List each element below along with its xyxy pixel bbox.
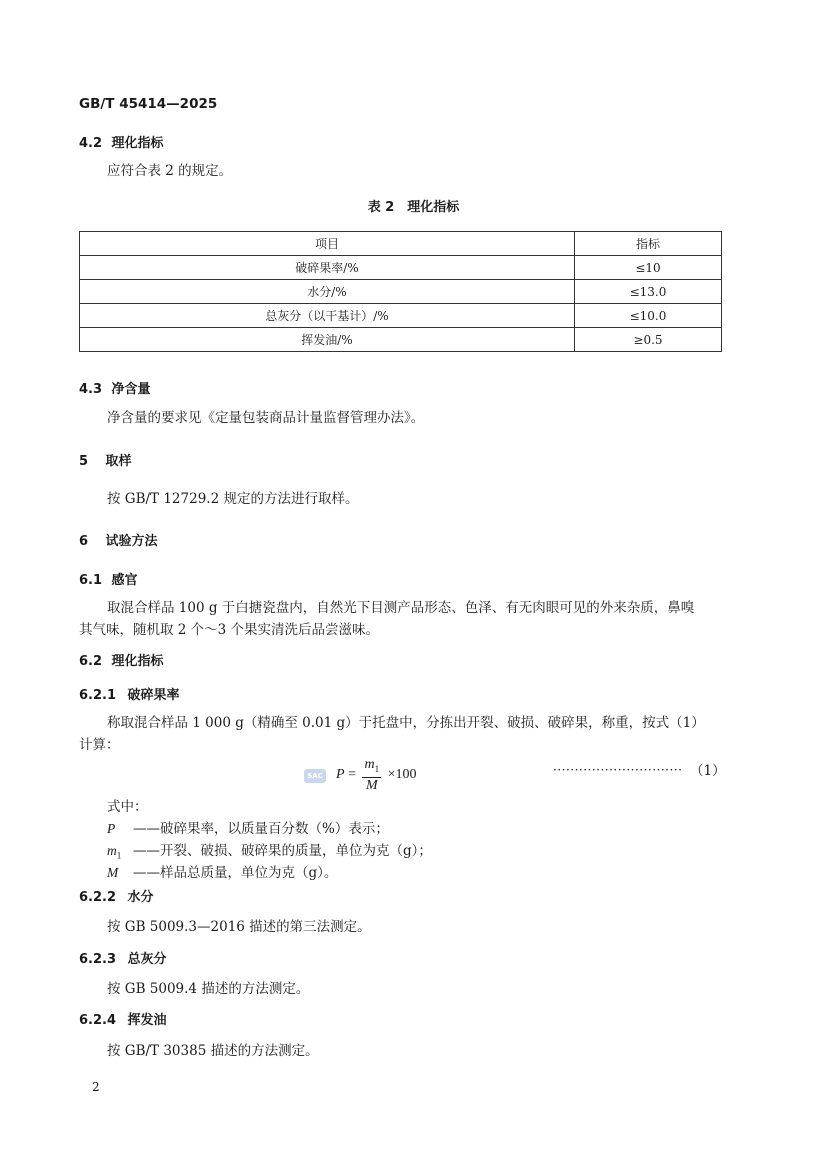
section-number: 6.1 (79, 573, 103, 588)
formula-1 (336, 757, 417, 793)
section-6-2-2-text: 按 GB 5009.3—2016 描述的第三法测定。 (107, 919, 371, 935)
section-5-text: 按 GB/T 12729.2 规定的方法进行取样。 (107, 491, 359, 507)
section-title: 水分 (127, 890, 154, 905)
section-6-1-heading (79, 569, 138, 588)
definition-symbol: P (107, 821, 116, 836)
table-caption: 表 2 理化指标 (367, 200, 460, 215)
section-number: 5 (79, 454, 89, 469)
table-cell: ≤10.0 (575, 304, 722, 328)
section-number: 6.2.4 (79, 1013, 117, 1028)
formula-multiplier: ×100 (387, 767, 417, 783)
section-title: 净含量 (111, 382, 151, 397)
table-cell: ≤13.0 (575, 280, 722, 304)
table-row (80, 280, 722, 304)
section-4-2-heading (79, 132, 164, 151)
definition-text: ——开裂、破损、破碎果的质量，单位为克（g）； (133, 843, 432, 859)
section-6-1-text-line1: 取混合样品 100 g 于白搪瓷盘内，自然光下目测产品形态、色泽、有无肉眼可见的外来杂质，鼻嗅 (107, 600, 695, 616)
formula-where-label: 式中： (107, 799, 148, 815)
definition-item (107, 862, 337, 884)
section-6-2-1-text-line1: 称取混合样品 1 000 g（精确至 0.01 g）于托盘中，分拣出开裂、破损、破碎果，称重，按式（1） (107, 715, 705, 731)
section-4-3-text: 净含量的要求见《定量包装商品计量监督管理办法》。 (107, 410, 425, 426)
table-header-row (80, 232, 722, 256)
section-6-2-3-text: 按 GB 5009.4 描述的方法测定。 (107, 981, 310, 997)
section-title: 理化指标 (111, 136, 164, 151)
section-6-heading (79, 530, 158, 549)
section-6-2-4-text: 按 GB/T 30385 描述的方法测定。 (107, 1043, 319, 1059)
definition-text: ——样品总质量，单位为克（g）。 (133, 865, 338, 881)
section-6-2-4-heading (79, 1009, 167, 1028)
section-6-2-1-heading (79, 684, 180, 703)
table-cell: ≤10 (575, 256, 722, 280)
section-number: 6.2 (79, 654, 103, 669)
section-title: 挥发油 (127, 1013, 167, 1028)
section-6-2-1-text-line2: 计算： (79, 737, 120, 753)
section-6-2-heading (79, 650, 164, 669)
table-header-cell: 项目 (80, 232, 575, 256)
section-number: 6.2.1 (79, 688, 117, 703)
section-number: 4.3 (79, 382, 103, 397)
table-cell: 破碎果率/% (80, 256, 575, 280)
spec-table (79, 231, 722, 352)
page-number: 2 (92, 1080, 100, 1094)
formula-denominator: M (365, 777, 378, 793)
section-title: 理化指标 (111, 654, 164, 669)
section-title: 感官 (111, 573, 138, 588)
formula-watermark (304, 763, 326, 783)
section-5-heading (79, 450, 132, 469)
formula-leader-dots: ······························ (553, 763, 683, 777)
definition-item (107, 818, 389, 840)
formula-equals: = (348, 767, 356, 783)
formula-lhs: P (336, 767, 345, 783)
section-number: 6.2.2 (79, 890, 117, 905)
section-6-2-3-heading (79, 948, 167, 967)
section-4-3-heading (79, 378, 151, 397)
table-row (80, 256, 722, 280)
section-title: 试验方法 (105, 534, 158, 549)
section-number: 6.2.3 (79, 952, 117, 967)
formula-number: （1） (690, 763, 726, 779)
section-6-1-text-line2: 其气味，随机取 2 个～3 个果实清洗后品尝滋味。 (79, 622, 380, 638)
formula-numerator: $m_1$ (362, 757, 381, 778)
definition-symbol: $m_1$ (107, 843, 122, 861)
table-row (80, 304, 722, 328)
section-title: 破碎果率 (127, 688, 180, 703)
table-cell: ≥0.5 (575, 328, 722, 352)
section-6-2-2-heading (79, 886, 154, 905)
section-4-2-text: 应符合表 2 的规定。 (107, 163, 233, 179)
section-number: 6 (79, 534, 89, 549)
definition-symbol: M (107, 865, 119, 880)
table-header-cell: 指标 (575, 232, 722, 256)
sac-watermark-logo: SAC (304, 769, 326, 783)
table-cell: 总灰分（以干基计）/% (80, 304, 575, 328)
definition-text: ——破碎果率，以质量百分数（%）表示； (133, 821, 389, 837)
formula-fraction (362, 757, 381, 793)
section-title: 取样 (105, 454, 132, 469)
table-cell: 水分/% (80, 280, 575, 304)
section-number: 4.2 (79, 136, 103, 151)
table-cell: 挥发油/% (80, 328, 575, 352)
section-title: 总灰分 (127, 952, 167, 967)
standard-code: GB/T 45414—2025 (79, 96, 218, 112)
table-row (80, 328, 722, 352)
